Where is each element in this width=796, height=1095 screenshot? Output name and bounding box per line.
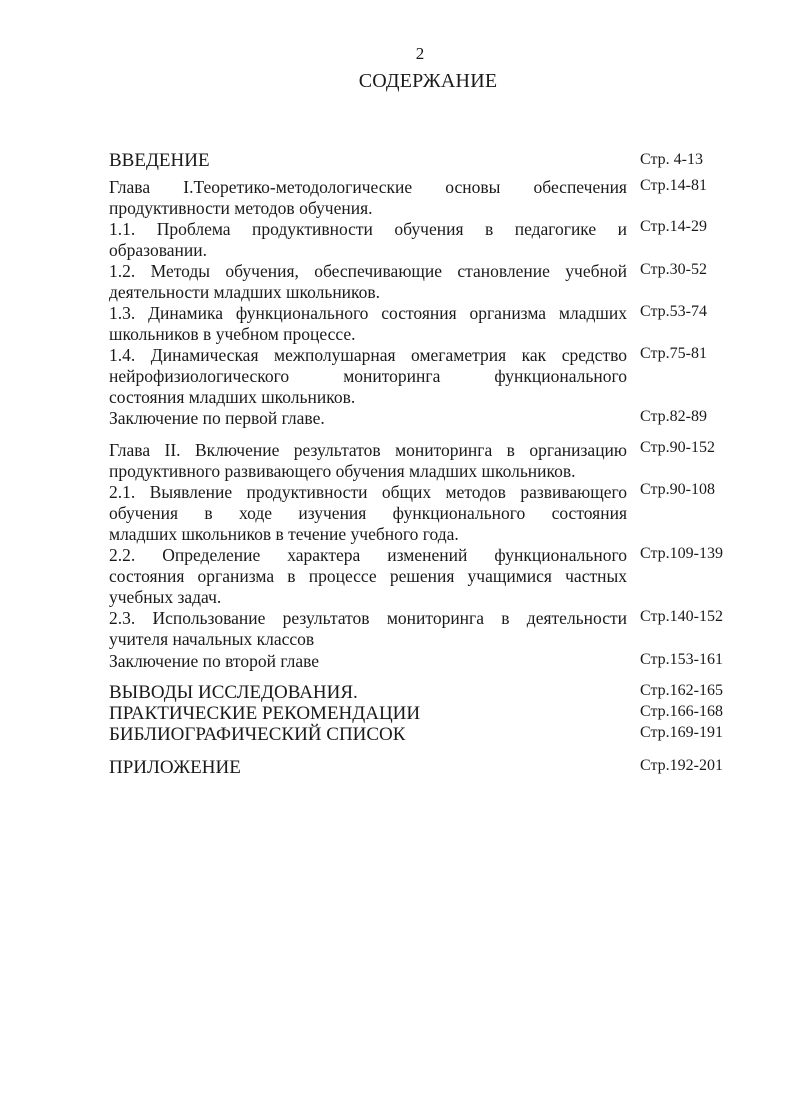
toc-entry-section-1-4 — [109, 345, 627, 408]
toc-line: ВВЕДЕНИЕ — [109, 150, 210, 171]
toc-page-ref: Стр.140-152 — [640, 608, 723, 625]
toc-line: нейрофизиологического мониторинга функционального — [109, 366, 627, 386]
toc-line: школьников в учебном процессе. — [109, 324, 356, 344]
toc-line: продуктивности методов обучения. — [109, 198, 373, 218]
toc-page-ref: Стр.82-89 — [640, 408, 707, 425]
toc-page-ref: Стр. 4-13 — [640, 151, 703, 168]
toc-entry-introduction — [109, 150, 627, 171]
toc-entry-section-1-2 — [109, 261, 627, 303]
toc-page-ref: Стр.153-161 — [640, 651, 723, 668]
toc-line: ПРАКТИЧЕСКИЕ РЕКОМЕНДАЦИИ — [109, 703, 421, 724]
toc-page-ref: Стр.90-152 — [640, 439, 715, 456]
toc-line: 2.3. Использование результатов мониторинга в деятельности — [109, 608, 627, 628]
toc-line: состояния организма в процессе решения учащимися частных — [109, 566, 627, 586]
toc-line: 1.2. Методы обучения, обеспечивающие становление учебной — [109, 261, 627, 281]
toc-line: продуктивного развивающего обучения младших школьников. — [109, 461, 576, 481]
toc-page-ref: Стр.14-29 — [640, 218, 707, 235]
page-number: 2 — [415, 44, 425, 63]
toc-page-ref: Стр.162-165 — [640, 682, 723, 699]
toc-entry-section-1-1 — [109, 219, 627, 261]
toc-line: Глава II. Включение результатов мониторинга в организацию — [109, 440, 627, 460]
toc-entry-conclusion-1 — [109, 408, 627, 429]
toc-line: учителя начальных классов — [109, 629, 315, 649]
toc-page-ref: Стр.30-52 — [640, 261, 707, 278]
toc-entry-section-2-2 — [109, 545, 627, 608]
toc-entry-recommendations — [109, 703, 627, 724]
toc-entry-conclusion-2 — [109, 651, 627, 672]
toc-line: 1.4. Динамическая межполушарная омегаметрия как средство — [109, 345, 627, 365]
toc-line: 2.1. Выявление продуктивности общих методов развивающего — [109, 482, 627, 502]
toc-page-ref: Стр.169-191 — [640, 724, 723, 741]
toc-page-ref: Стр.192-201 — [640, 757, 723, 774]
toc-line: образовании. — [109, 240, 208, 260]
toc-entry-findings — [109, 682, 627, 703]
toc-page-ref: Стр.53-74 — [640, 303, 707, 320]
toc-line: 1.3. Динамика функционального состояния организма младших — [109, 303, 627, 323]
toc-line: обучения в ходе изучения функционального состояния — [109, 503, 627, 523]
toc-page-ref: Стр.90-108 — [640, 481, 715, 498]
toc-entry-section-1-3 — [109, 303, 627, 345]
toc-entry-appendix — [109, 757, 627, 778]
toc-line: Заключение по первой главе. — [109, 408, 325, 428]
toc-line: младших школьников в течение учебного года. — [109, 524, 459, 544]
toc-page-ref: Стр.75-81 — [640, 345, 707, 362]
toc-page-ref: Стр.109-139 — [640, 545, 723, 562]
toc-entry-bibliography — [109, 724, 627, 745]
toc-page-ref: Стр.166-168 — [640, 703, 723, 720]
toc-line: БИБЛИОГРАФИЧЕСКИЙ СПИСОК — [109, 724, 406, 745]
toc-line: состояния младших школьников. — [109, 387, 356, 407]
toc-line: ПРИЛОЖЕНИЕ — [109, 757, 241, 778]
toc-line: 1.1. Проблема продуктивности обучения в педагогике и — [109, 219, 627, 239]
toc-entry-section-2-1 — [109, 482, 627, 545]
page-title: СОДЕРЖАНИЕ — [358, 70, 498, 92]
toc-entry-section-2-3 — [109, 608, 627, 650]
toc-entry-chapter-2 — [109, 440, 627, 482]
toc-line: учебных задач. — [109, 587, 222, 607]
toc-line: деятельности младших школьников. — [109, 282, 381, 302]
toc-line: ВЫВОДЫ ИССЛЕДОВАНИЯ. — [109, 682, 358, 703]
toc-page-ref: Стр.14-81 — [640, 177, 707, 194]
toc-entry-chapter-1 — [109, 177, 627, 219]
toc-line: Глава I.Теоретико-методологические основы обеспечения — [109, 177, 627, 197]
toc-line: Заключение по второй главе — [109, 651, 320, 671]
toc-line: 2.2. Определение характера изменений функционального — [109, 545, 627, 565]
